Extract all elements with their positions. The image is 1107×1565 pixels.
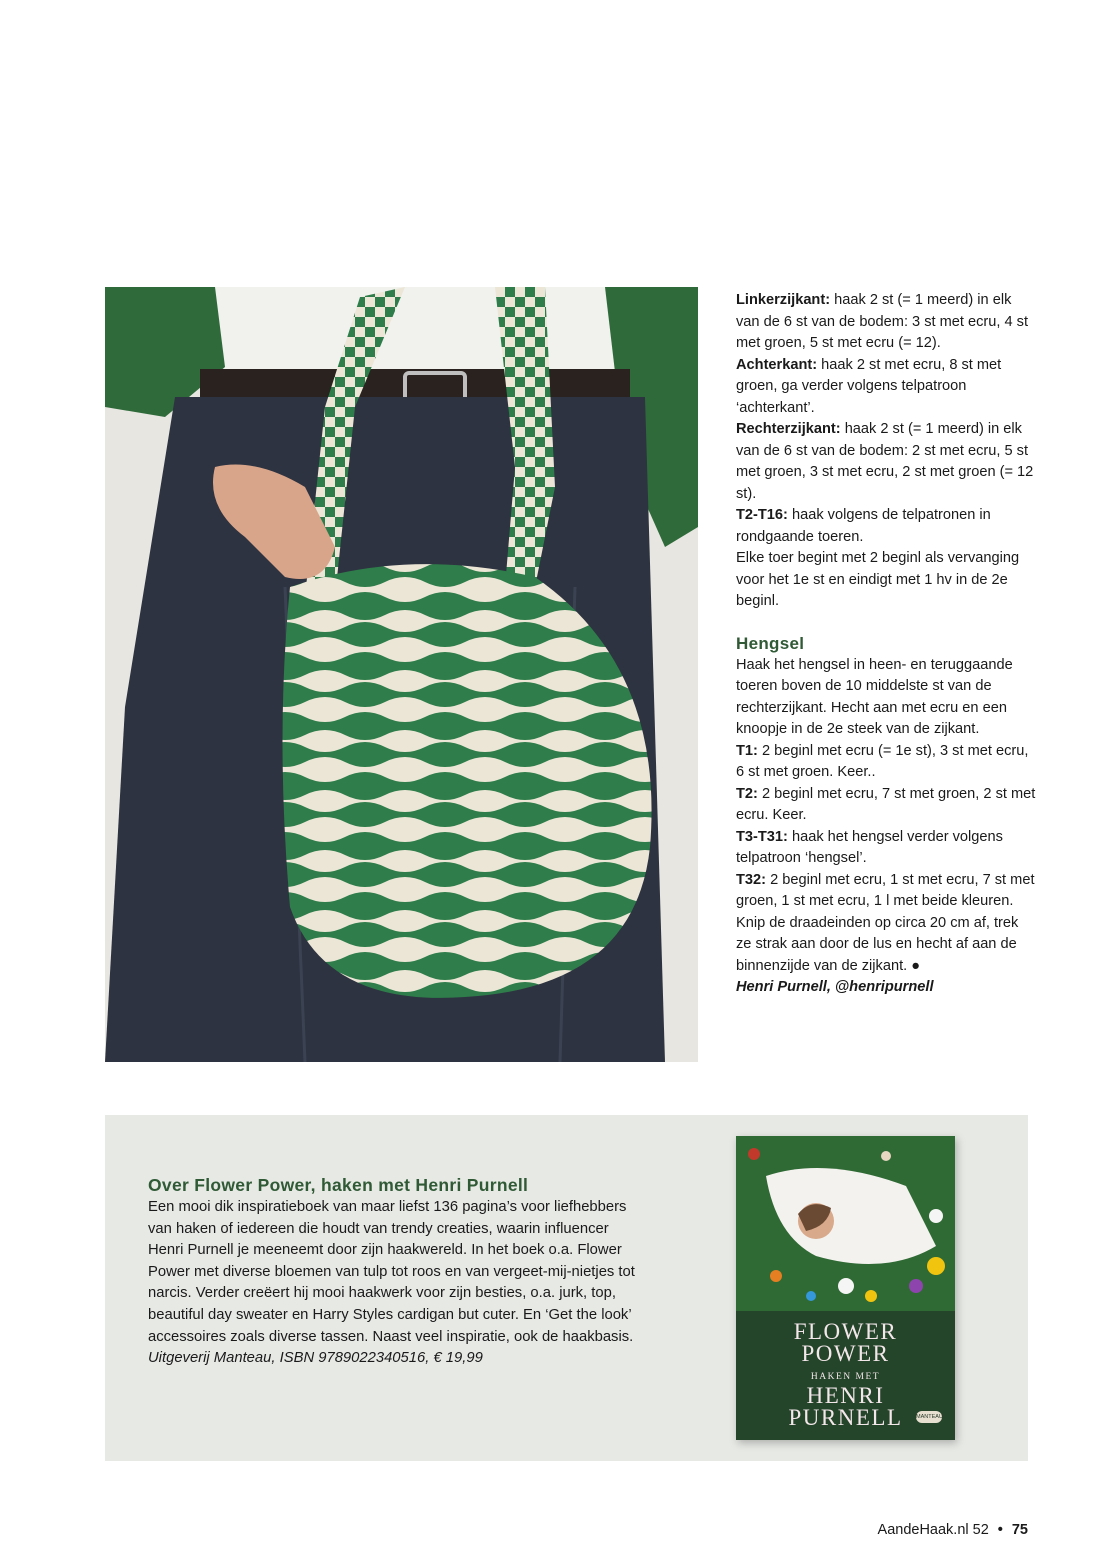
text-rechterzijkant: haak 2 st (= 1 meerd) in elk van de 6 st van de bodem: 2 st met ecru, 5 st met groen, 3 st met ecru, 2 st met groen (= 12 st).: [736, 421, 1034, 502]
paragraph-elke-toer: Elke toer begint met 2 beginl als vervanging voor het 1e st en eindigt met 1 hv in de 2e beginl.: [736, 550, 1020, 609]
label-t1: T1:: [736, 742, 758, 759]
label-t3-t31: T3-T31:: [736, 828, 788, 845]
book-title-line2: POWER: [801, 1341, 890, 1366]
heading-hengsel: Hengsel: [736, 633, 805, 653]
book-promo-body: Een mooi dik inspiratieboek van maar liefst 136 pagina’s voor liefhebbers van haken of iedereen die houdt van trendy creaties, waarin influencer Henri Purnell je meeneemt door zijn haakwereld. In het boek o.a. Flower Power met diverse bloemen van tulp tot roos en van vergeet-mij-nietjes tot narcis. Verder creëert hij mooi haakwerk voor zijn besties, o.a. jurk, top, beautiful day sweater en Harry Styles cardigan but cuter. En ‘Get the look’ accessoires zoals diverse tassen. Naast veel inspiratie, ook de haakbasis.: [148, 1199, 635, 1345]
paragraph-t1: [736, 741, 1036, 784]
paragraph-t3-t31: [736, 827, 1036, 870]
paragraph-linkerzijkant: [736, 290, 1036, 355]
text-t2-t16: haak volgens de telpatronen in rondgaande toeren.: [736, 507, 991, 545]
label-linkerzijkant: Linkerzijkant:: [736, 292, 831, 308]
book-publisher-info: Uitgeverij Manteau, ISBN 9789022340516, € 19,99: [148, 1350, 483, 1367]
paragraph-rechterzijkant: [736, 419, 1036, 505]
book-title-line1: FLOWER: [793, 1319, 898, 1344]
instructions-column: [736, 290, 1036, 999]
label-t2-t16: T2-T16:: [736, 507, 788, 523]
bag-photo: [105, 287, 698, 1062]
bag-photo-illustration: [105, 287, 698, 1062]
book-title-line3: HAKEN MET: [810, 1372, 881, 1382]
text-linkerzijkant: haak 2 st (= 1 meerd) in elk van de 6 st van de bodem: 3 st met ecru, 4 st met groen, 5 st met ecru (= 12).: [736, 292, 1029, 351]
footer-site: AandeHaak.nl 52: [877, 1522, 989, 1538]
book-promo-text: [148, 1173, 648, 1370]
book-cover: [736, 1136, 955, 1440]
text-achterkant: haak 2 st met ecru, 8 st met groen, ga verder volgens telpatroon ‘achterkant’.: [736, 356, 1002, 416]
footer-separator: •: [997, 1522, 1003, 1538]
paragraph-t2-t16: [736, 505, 1036, 548]
paragraph-t32: [736, 870, 1036, 978]
book-promo-heading: Over Flower Power, haken met Henri Purnell: [148, 1175, 529, 1195]
label-rechterzijkant: Rechterzijkant:: [736, 421, 841, 437]
paragraph-achterkant: [736, 355, 1036, 420]
page-number: 75: [1011, 1522, 1028, 1538]
text-t3-t31: haak het hengsel verder volgens telpatroon ‘hengsel’.: [736, 828, 1003, 866]
book-title-line5: PURNELL: [788, 1405, 903, 1430]
label-t32: T32:: [736, 871, 767, 888]
text-t2: 2 beginl met ecru, 7 st met groen, 2 st met ecru. Keer.: [736, 785, 1036, 823]
publisher-logo: MANTEAU: [916, 1411, 942, 1423]
end-mark: ●: [911, 957, 921, 974]
text-t32: 2 beginl met ecru, 1 st met ecru, 7 st met groen, 1 st met ecru, 1 l met beide kleuren. Knip de draadeinden op circa 20 cm af, trek ze strak aan door de lus en hecht af aan de binnenzijde van de zijkant.: [736, 871, 1035, 974]
label-achterkant: Achterkant:: [736, 356, 818, 373]
book-promo-box: [105, 1115, 1028, 1461]
book-title-line4: HENRI: [806, 1383, 885, 1408]
text-t1: 2 beginl met ecru (= 1e st), 3 st met ecru, 6 st met groen. Keer..: [736, 742, 1029, 780]
author-credit: Henri Purnell, @henripurnell: [736, 979, 934, 995]
paragraph-t2: [736, 784, 1036, 827]
label-t2: T2:: [736, 785, 758, 802]
paragraph-hengsel-intro: Haak het hengsel in heen- en teruggaande toeren boven de 10 middelste st van de rechterzijkant. Hecht aan met ecru en een knoopje in de 2e steek van de zijkant.: [736, 656, 1013, 737]
page-footer: [878, 1521, 1028, 1539]
